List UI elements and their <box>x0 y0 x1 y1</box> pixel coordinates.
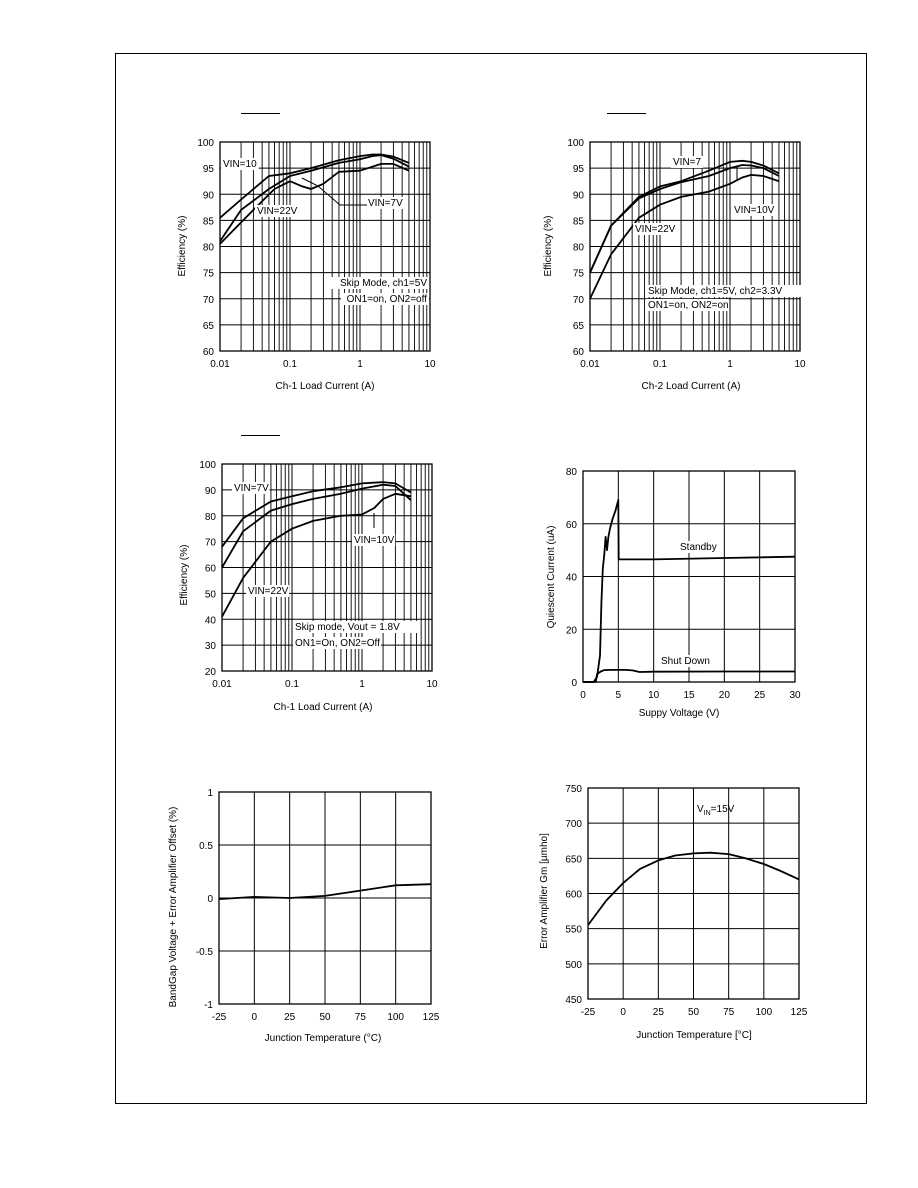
y-tick-label: 60 <box>202 347 214 358</box>
x-tick-label: 10 <box>426 679 438 690</box>
x-tick-label: 50 <box>319 1012 331 1023</box>
x-tick-label: 25 <box>652 1007 664 1018</box>
y-tick-label: -1 <box>204 1000 213 1011</box>
annotation-label: VIN=10V <box>734 205 775 216</box>
x-tick-label: 100 <box>387 1012 405 1023</box>
y-tick-label: 95 <box>572 164 584 176</box>
y-tick-label: 40 <box>565 572 577 584</box>
x-tick-label: 0.01 <box>580 359 600 370</box>
x-tick-label: 10 <box>648 690 660 701</box>
x-tick-label: 0.1 <box>285 679 299 690</box>
y-tick-label: 0.5 <box>199 841 213 852</box>
gridlines <box>590 142 800 351</box>
x-tick-label: 20 <box>718 690 730 701</box>
x-tick-label: 30 <box>789 690 801 701</box>
annotation-label: ON1=on, ON2=on <box>648 300 729 311</box>
y-tick-label: 90 <box>202 190 214 202</box>
series-line-1 <box>590 161 779 273</box>
y-tick-label: 85 <box>202 216 214 228</box>
x-tick-label: 75 <box>354 1012 366 1023</box>
leader-line <box>302 178 367 205</box>
x-tick-label: 5 <box>615 690 622 701</box>
y-tick-label: 0 <box>207 894 213 905</box>
y-tick-label: 100 <box>199 460 216 471</box>
y-tick-label: 80 <box>202 242 214 254</box>
annotation-label: Skip mode, Vout = 1.8V <box>295 622 400 633</box>
annotation-tail: =15V <box>710 804 735 815</box>
annotation-label: VIN=22V <box>635 224 676 235</box>
series-line-2 <box>222 485 411 568</box>
annotation-label: VIN=22V <box>248 586 289 597</box>
annotation-label: $V_{IN}=15V$ <box>697 804 735 817</box>
y-tick-label: 700 <box>565 819 582 831</box>
series-line-2 <box>590 165 779 273</box>
y-tick-label: 70 <box>202 294 214 306</box>
x-tick-label: 100 <box>755 1007 773 1018</box>
x-tick-label: 125 <box>422 1012 440 1023</box>
x-axis-label: Junction Temperature (°C) <box>264 1033 382 1044</box>
x-tick-label: 0 <box>620 1007 626 1018</box>
x-tick-label: -25 <box>211 1012 227 1023</box>
x-tick-label: 15 <box>683 690 695 701</box>
y-tick-label: 75 <box>202 268 214 280</box>
y-tick-label: 750 <box>565 784 582 795</box>
x-axis-label: Ch-1 Load Current (A) <box>275 381 375 392</box>
annotation-label: VIN=7V <box>234 483 269 494</box>
x-tick-label: 0.01 <box>210 359 230 370</box>
y-tick-label: 30 <box>204 641 216 653</box>
x-tick-label: 10 <box>794 359 806 370</box>
gridlines <box>583 471 795 682</box>
annotation-label: VIN=7V <box>368 198 403 209</box>
y-tick-label: 65 <box>202 320 214 332</box>
y-tick-label: 40 <box>204 615 216 627</box>
y-tick-label: 60 <box>204 563 216 575</box>
y-tick-label: 450 <box>565 995 582 1006</box>
y-tick-label: 80 <box>565 467 577 478</box>
series-line-3 <box>590 175 779 299</box>
y-tick-label: 20 <box>565 625 577 637</box>
y-axis-label: Efficiency (%) <box>543 215 554 277</box>
y-tick-label: 60 <box>572 347 584 358</box>
y-tick-label: 90 <box>204 485 216 497</box>
annotation-label: Skip Mode, ch1=5V, ch2=3.3V <box>648 286 783 297</box>
x-tick-label: 1 <box>727 359 733 370</box>
annotation-label: Skip Mode, ch1=5V <box>340 278 427 289</box>
y-axis-label: BandGap Voltage + Error Amplifier Offset (%) <box>168 806 179 1008</box>
x-tick-label: -25 <box>580 1007 596 1018</box>
annotation-label: ON1=on, ON2=off <box>346 294 427 305</box>
y-axis-label: Efficiency (%) <box>177 215 188 277</box>
y-tick-label: 650 <box>565 854 582 866</box>
y-tick-label: 80 <box>572 242 584 254</box>
y-tick-label: 90 <box>572 190 584 202</box>
chart-error-amp-gm <box>539 784 808 1041</box>
y-tick-label: 500 <box>565 959 582 971</box>
y-tick-label: 80 <box>204 511 216 523</box>
x-tick-label: 0 <box>580 690 586 701</box>
x-tick-label: 1 <box>357 359 363 370</box>
x-tick-label: 25 <box>754 690 766 701</box>
series-line-3 <box>222 494 411 617</box>
y-tick-label: 85 <box>572 216 584 228</box>
y-tick-label: 70 <box>204 537 216 549</box>
x-tick-label: 0.1 <box>653 359 667 370</box>
x-axis-label: Ch-1 Load Current (A) <box>273 702 373 713</box>
x-tick-label: 125 <box>790 1007 808 1018</box>
y-tick-label: 100 <box>567 138 584 149</box>
annotation-label: Shut Down <box>661 656 710 667</box>
gridlines <box>588 788 799 999</box>
y-tick-label: 0 <box>571 678 577 689</box>
x-axis-label: Suppy Voltage (V) <box>638 708 720 719</box>
y-axis-label: Error Amplifier Gm [µmho] <box>539 833 550 949</box>
y-tick-label: 550 <box>565 924 582 936</box>
chart-quiescent <box>546 467 801 719</box>
y-tick-label: 60 <box>565 519 577 531</box>
annotation-label: Standby <box>680 542 717 553</box>
x-tick-label: 25 <box>284 1012 296 1023</box>
chart-ch2-eff-3v3 <box>543 138 806 392</box>
y-tick-label: 70 <box>572 294 584 306</box>
y-tick-label: 600 <box>565 889 582 901</box>
annotation-label: VIN=22V <box>257 206 298 217</box>
y-tick-label: 75 <box>572 268 584 280</box>
x-tick-label: 0.1 <box>283 359 297 370</box>
y-axis-label: Efficiency (%) <box>179 544 190 606</box>
y-tick-label: 100 <box>197 138 214 149</box>
x-tick-label: 1 <box>359 679 365 690</box>
y-tick-label: 1 <box>207 788 213 799</box>
x-tick-label: 10 <box>424 359 436 370</box>
chart-bandgap-offset <box>168 788 440 1044</box>
annotation-label: VIN=10V <box>354 535 395 546</box>
y-tick-label: 95 <box>202 164 214 176</box>
annotation-label: ON1=On, ON2=Off <box>295 638 380 649</box>
x-axis-label: Ch-2 Load Current (A) <box>641 381 741 392</box>
x-tick-label: 0 <box>251 1012 258 1023</box>
x-tick-label: 50 <box>687 1007 700 1018</box>
chart-ch1-eff-5v <box>177 138 436 392</box>
y-tick-label: -0.5 <box>195 947 213 958</box>
y-tick-label: 65 <box>572 320 584 332</box>
y-tick-label: 20 <box>204 667 216 678</box>
annotation-subscript: IN <box>703 810 711 817</box>
x-tick-label: 0.01 <box>212 679 232 690</box>
annotation-label: VIN=7 <box>673 157 702 168</box>
y-tick-label: 50 <box>204 589 216 601</box>
x-axis-label: Junction Temperature [°C] <box>636 1030 752 1041</box>
chart-ch1-eff-1v8 <box>179 460 438 713</box>
annotation-label: VIN=10 <box>223 159 257 170</box>
gridlines <box>220 142 430 351</box>
x-tick-label: 75 <box>723 1007 735 1018</box>
y-axis-label: Quiescent Current (uA) <box>546 525 557 629</box>
